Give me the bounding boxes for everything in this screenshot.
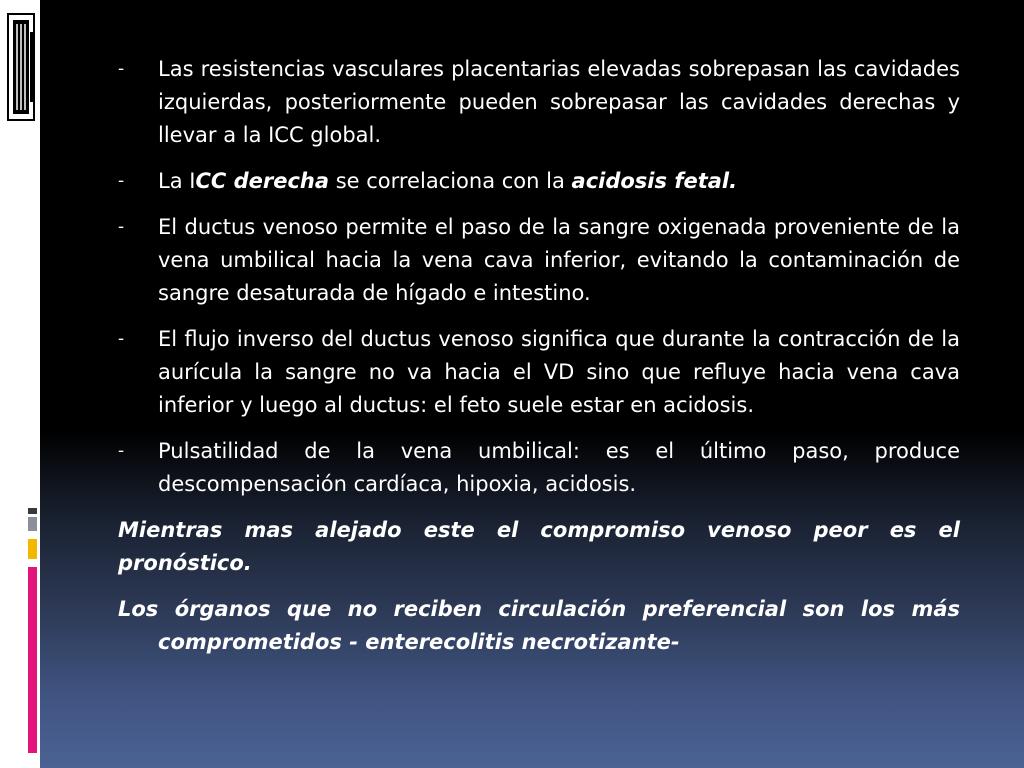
bullet-marker: -: [118, 171, 125, 191]
bullet-item: [118, 211, 960, 310]
conclusion-statement: Mientras mas alejado este el compromiso venoso peor es el pronóstico.: [118, 518, 960, 575]
documents-icon: [6, 12, 36, 122]
emphasis-acidosis-fetal: acidosis fetal.: [571, 169, 738, 193]
bullet-text-part: La I: [158, 169, 196, 193]
bullet-text: [158, 165, 960, 198]
conclusion-statement: Los órganos que no reciben circulación preferencial son los más comprometidos - enterecolitis necrotizante-: [118, 597, 960, 654]
bullet-text: Las resistencias vasculares placentarias elevadas sobrepasan las cavidades izquierdas, posteriormente pueden sobrepasar las cavidades derechas y llevar a la ICC global.: [158, 57, 960, 147]
bullet-text: El flujo inverso del ductus venoso significa que durante la contracción de la aurícula la sangre no va hacia el VD sino que refluye hacia vena cava inferior y luego al ductus: el feto suele estar en acidosis.: [158, 327, 960, 417]
bullet-item: [118, 53, 960, 152]
slide-body: [118, 53, 960, 672]
accent-bar-gray: [28, 517, 37, 531]
accent-bar-pink: [28, 567, 37, 753]
accent-bar-dark: [28, 508, 37, 514]
bullet-item: [118, 165, 960, 198]
bullet-marker: -: [118, 329, 125, 349]
bullet-text: El ductus venoso permite el paso de la sangre oxigenada proveniente de la vena umbilical hacia la vena cava inferior, evitando la contaminación de sangre desaturada de hígado e intestino.: [158, 215, 960, 305]
bullet-marker: -: [118, 217, 125, 237]
bullet-text-part: se correlaciona con la: [329, 169, 572, 193]
bullet-marker: -: [118, 59, 125, 79]
emphasis-icc-derecha: CC derecha: [195, 169, 330, 193]
accent-bar-yellow: [28, 539, 37, 559]
bullet-item: [118, 323, 960, 422]
bullet-marker: -: [118, 441, 125, 461]
bullet-text: Pulsatilidad de la vena umbilical: es el último paso, produce descompensación cardíaca, hipoxia, acidosis.: [158, 439, 960, 496]
bullet-item: [118, 435, 960, 501]
